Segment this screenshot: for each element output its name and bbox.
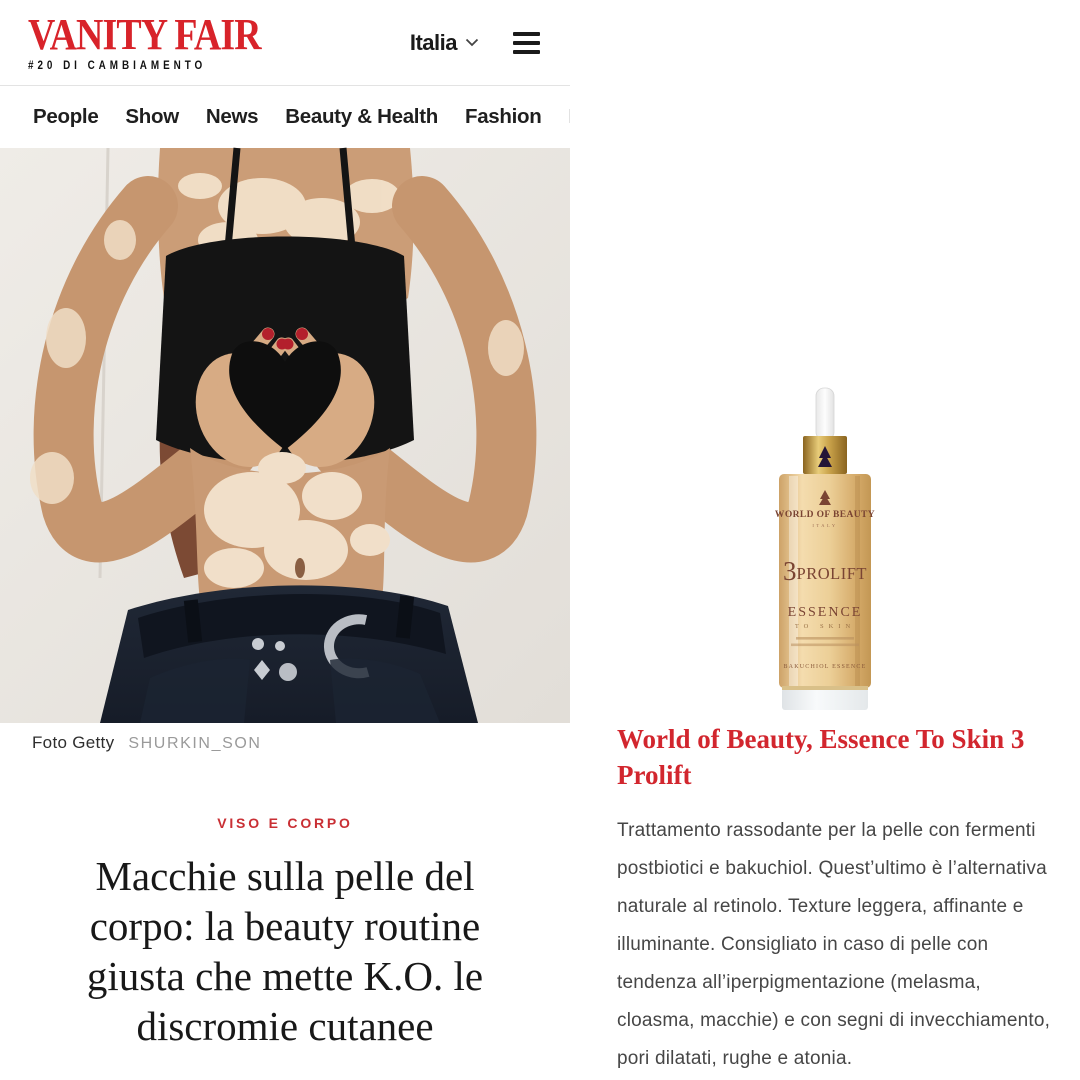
- nav-item-show[interactable]: Show: [125, 105, 179, 128]
- dropper-top: [816, 388, 834, 440]
- logo-tagline: #20 DI CAMBIAMENTO: [28, 60, 207, 72]
- photo-caption: [0, 723, 570, 753]
- edition-label: Italia: [409, 29, 457, 55]
- product-column: [570, 0, 1080, 1080]
- headline-line: corpo: la beauty routine: [89, 903, 481, 950]
- category-link[interactable]: VISO E CORPO: [217, 815, 353, 831]
- bottle-line2: TO SKIN: [794, 623, 856, 630]
- category-row: [0, 815, 570, 833]
- article-photo: [0, 148, 570, 723]
- bottle-glass-base: [782, 688, 868, 710]
- article-headline: [0, 851, 570, 1051]
- hamburger-menu-icon[interactable]: [513, 28, 540, 58]
- jeans: [100, 585, 478, 723]
- chevron-down-icon: [465, 38, 479, 47]
- nav-item-people[interactable]: People: [33, 105, 99, 128]
- bottle-line1: ESSENCE: [787, 605, 863, 620]
- logo-text: VANITY FAIR: [28, 10, 261, 59]
- nav-item-news[interactable]: News: [205, 105, 259, 128]
- bottle-product-name: 3PROLIFT: [783, 556, 867, 586]
- vanity-fair-logo[interactable]: [28, 10, 261, 72]
- product-image: [705, 382, 945, 717]
- headline-line: discromie cutanee: [136, 1003, 434, 1050]
- bottle-origin: ITALY: [812, 523, 838, 528]
- product-description: Trattamento rassodante per la pelle con fermenti postbiotici e bakuchiol. Quest’ultimo è l’alternativa naturale al retinolo. Texture leggera, affinante e illuminante. Consigliato in caso di pelle con tendenza all’iperpigmentazione (melasma, cloasma, macchie) e con segni di invecchiamento, pori dilatati, rughe e atonia.: [617, 820, 1051, 1069]
- site-header: [0, 0, 570, 86]
- navel: [295, 558, 305, 578]
- headline-line: giusta che mette K.O. le: [86, 953, 484, 1000]
- nav-item-beauty-health[interactable]: Beauty & Health: [285, 105, 438, 128]
- bottle-bottom-label: BAKUCHIOL ESSENCE: [783, 664, 867, 670]
- bottle-brand: WORLD OF BEAUTY: [774, 510, 876, 520]
- main-nav: [0, 86, 570, 148]
- edition-dropdown[interactable]: [410, 30, 479, 56]
- headline-line: Macchie sulla pelle del: [95, 853, 475, 899]
- nav-item-fashion[interactable]: Fashion: [464, 105, 542, 128]
- photo-credit-source: Foto Getty: [32, 733, 115, 752]
- header-actions: [410, 28, 540, 58]
- product-title-link[interactable]: World of Beauty, Essence To Skin 3 Prolift: [617, 724, 1025, 790]
- photo-credit-author: SHURKIN_SON: [128, 735, 262, 752]
